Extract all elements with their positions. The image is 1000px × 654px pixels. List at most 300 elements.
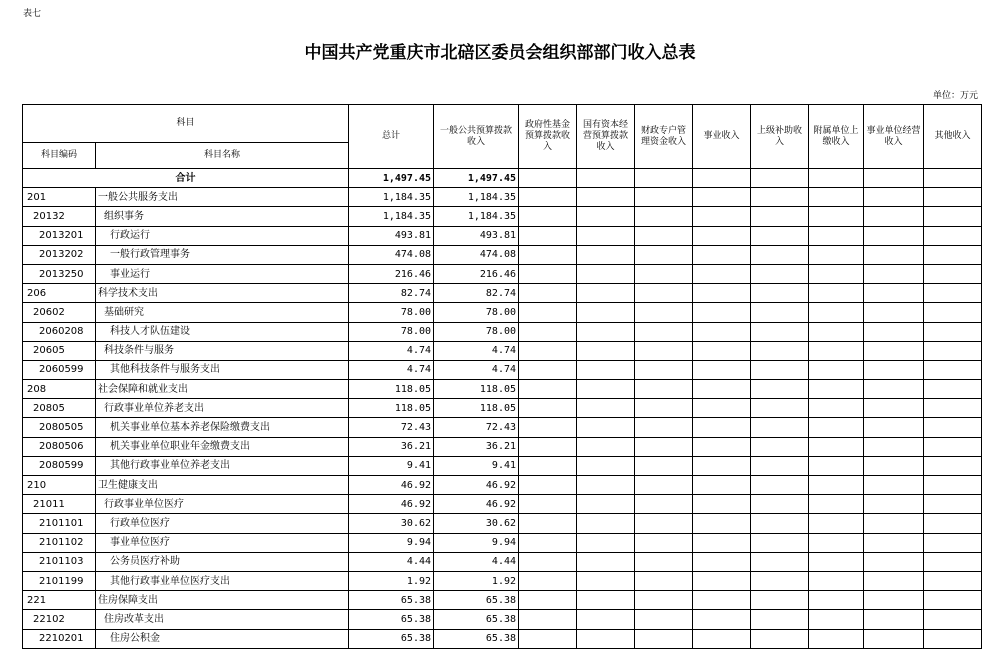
empty-cell [693, 264, 751, 283]
empty-cell [809, 245, 864, 264]
empty-cell [924, 476, 982, 495]
empty-cell [924, 629, 982, 648]
empty-cell [577, 610, 635, 629]
empty-cell [864, 188, 924, 207]
row-code: 2101102 [23, 533, 96, 552]
empty-cell [751, 399, 809, 418]
row-general-budget: 493.81 [434, 226, 519, 245]
empty-cell [864, 418, 924, 437]
empty-cell [519, 456, 577, 475]
empty-cell [924, 399, 982, 418]
empty-cell [519, 495, 577, 514]
empty-cell [577, 207, 635, 226]
empty-cell [635, 476, 693, 495]
empty-cell [924, 533, 982, 552]
table-row [23, 437, 982, 456]
table-row [23, 284, 982, 303]
empty-cell [577, 341, 635, 360]
empty-cell [924, 264, 982, 283]
row-general-budget: 1.92 [434, 571, 519, 590]
empty-cell [751, 591, 809, 610]
row-total: 72.43 [349, 418, 434, 437]
empty-cell [635, 629, 693, 648]
row-total: 65.38 [349, 610, 434, 629]
table-row [23, 456, 982, 475]
empty-cell [864, 533, 924, 552]
table-row [23, 610, 982, 629]
empty-cell [693, 399, 751, 418]
empty-cell [924, 610, 982, 629]
empty-cell [924, 226, 982, 245]
empty-cell [809, 303, 864, 322]
total-general-budget: 1,497.45 [434, 169, 519, 188]
empty-cell [809, 610, 864, 629]
row-code: 22102 [23, 610, 96, 629]
empty-cell [635, 456, 693, 475]
row-code: 21011 [23, 495, 96, 514]
empty-cell [577, 552, 635, 571]
empty-cell [693, 476, 751, 495]
row-general-budget: 82.74 [434, 284, 519, 303]
empty-cell [864, 207, 924, 226]
empty-cell [809, 514, 864, 533]
empty-cell [693, 226, 751, 245]
empty-cell [635, 552, 693, 571]
empty-cell [809, 476, 864, 495]
empty-cell [577, 188, 635, 207]
table-number-label: 表七 [23, 9, 42, 19]
empty-cell [924, 514, 982, 533]
row-name: 机关事业单位基本养老保险缴费支出 [96, 418, 349, 437]
empty-cell [519, 322, 577, 341]
empty-cell [751, 207, 809, 226]
empty-cell [635, 437, 693, 456]
empty-cell [751, 476, 809, 495]
empty-cell [809, 226, 864, 245]
empty-cell [577, 380, 635, 399]
empty-cell [864, 245, 924, 264]
empty-cell [924, 245, 982, 264]
empty-cell [924, 571, 982, 590]
empty-cell [751, 610, 809, 629]
empty-cell [635, 591, 693, 610]
empty-cell [635, 188, 693, 207]
row-general-budget: 1,184.35 [434, 188, 519, 207]
empty-cell [924, 591, 982, 610]
total-label: 合计 [23, 169, 349, 188]
empty-cell [809, 322, 864, 341]
empty-cell [519, 533, 577, 552]
empty-cell [577, 591, 635, 610]
empty-cell [751, 456, 809, 475]
empty-cell [635, 571, 693, 590]
row-name: 行政事业单位养老支出 [96, 399, 349, 418]
header-name: 科目名称 [96, 143, 349, 169]
table-row [23, 571, 982, 590]
empty-cell [635, 360, 693, 379]
empty-cell [693, 552, 751, 571]
row-general-budget: 65.38 [434, 629, 519, 648]
row-total: 78.00 [349, 303, 434, 322]
empty-cell [864, 360, 924, 379]
empty-cell [809, 456, 864, 475]
empty-cell [519, 437, 577, 456]
empty-cell [693, 514, 751, 533]
row-total: 65.38 [349, 591, 434, 610]
empty-cell [635, 303, 693, 322]
row-general-budget: 9.94 [434, 533, 519, 552]
empty-cell [519, 514, 577, 533]
empty-cell [577, 303, 635, 322]
row-general-budget: 474.08 [434, 245, 519, 264]
row-total: 1,184.35 [349, 188, 434, 207]
row-name: 组织事务 [96, 207, 349, 226]
empty-cell [924, 456, 982, 475]
row-name: 一般行政管理事务 [96, 245, 349, 264]
header-general-budget: 一般公共预算拨款收入 [434, 105, 519, 169]
empty-cell [693, 380, 751, 399]
empty-cell [751, 552, 809, 571]
empty-cell [864, 264, 924, 283]
empty-cell [635, 399, 693, 418]
empty-cell [693, 188, 751, 207]
row-code: 2080506 [23, 437, 96, 456]
row-general-budget: 4.44 [434, 552, 519, 571]
empty-cell [519, 284, 577, 303]
table-row [23, 264, 982, 283]
empty-cell [577, 629, 635, 648]
empty-cell [577, 418, 635, 437]
empty-cell [864, 380, 924, 399]
row-code: 206 [23, 284, 96, 303]
empty-cell [924, 207, 982, 226]
empty-cell [751, 437, 809, 456]
row-total: 1.92 [349, 571, 434, 590]
empty-cell [519, 264, 577, 283]
row-name: 事业运行 [96, 264, 349, 283]
empty-cell [693, 418, 751, 437]
table-row [23, 380, 982, 399]
empty-cell [519, 303, 577, 322]
empty-cell [751, 303, 809, 322]
header-subject: 科目 [23, 105, 349, 143]
empty-cell [635, 533, 693, 552]
row-code: 221 [23, 591, 96, 610]
row-total: 36.21 [349, 437, 434, 456]
row-general-budget: 46.92 [434, 476, 519, 495]
empty-cell [577, 456, 635, 475]
empty-cell [577, 360, 635, 379]
header-operating: 事业单位经营收入 [864, 105, 924, 169]
empty-cell [924, 188, 982, 207]
table-row [23, 207, 982, 226]
empty-cell [635, 284, 693, 303]
row-total: 65.38 [349, 629, 434, 648]
empty-cell [751, 264, 809, 283]
empty-cell [809, 380, 864, 399]
row-total: 118.05 [349, 399, 434, 418]
empty-cell [809, 418, 864, 437]
empty-cell [809, 533, 864, 552]
row-code: 201 [23, 188, 96, 207]
row-general-budget: 36.21 [434, 437, 519, 456]
table-row [23, 360, 982, 379]
empty-cell [519, 341, 577, 360]
empty-cell [577, 245, 635, 264]
row-code: 208 [23, 380, 96, 399]
row-code: 2013201 [23, 226, 96, 245]
row-general-budget: 65.38 [434, 610, 519, 629]
empty-cell [924, 495, 982, 514]
empty-cell [864, 552, 924, 571]
header-other: 其他收入 [924, 105, 982, 169]
empty-cell [924, 418, 982, 437]
row-general-budget: 4.74 [434, 341, 519, 360]
empty-cell [577, 495, 635, 514]
row-total: 78.00 [349, 322, 434, 341]
row-total: 1,184.35 [349, 207, 434, 226]
empty-cell [864, 341, 924, 360]
table-row [23, 552, 982, 571]
empty-cell [751, 380, 809, 399]
empty-cell [519, 380, 577, 399]
row-name: 住房公积金 [96, 629, 349, 648]
empty-cell [519, 418, 577, 437]
empty-cell [693, 322, 751, 341]
empty-cell [635, 495, 693, 514]
empty-cell [635, 226, 693, 245]
empty-cell [577, 476, 635, 495]
row-general-budget: 1,184.35 [434, 207, 519, 226]
row-total: 46.92 [349, 495, 434, 514]
row-general-budget: 9.41 [434, 456, 519, 475]
empty-cell [864, 629, 924, 648]
empty-cell [924, 284, 982, 303]
empty-cell [519, 571, 577, 590]
table-row [23, 303, 982, 322]
empty-cell [577, 284, 635, 303]
table-row [23, 245, 982, 264]
row-general-budget: 78.00 [434, 322, 519, 341]
row-code: 2080505 [23, 418, 96, 437]
empty-cell [751, 418, 809, 437]
page-title: 中国共产党重庆市北碚区委员会组织部部门收入总表 [304, 43, 696, 63]
row-code: 2101103 [23, 552, 96, 571]
empty-cell [864, 476, 924, 495]
row-name: 一般公共服务支出 [96, 188, 349, 207]
empty-cell [635, 207, 693, 226]
empty-cell [519, 591, 577, 610]
row-name: 行政事业单位医疗 [96, 495, 349, 514]
empty-cell [519, 245, 577, 264]
empty-cell [809, 552, 864, 571]
header-affiliated: 附属单位上缴收入 [809, 105, 864, 169]
table-row [23, 341, 982, 360]
empty-cell [519, 629, 577, 648]
empty-cell [751, 341, 809, 360]
row-code: 2101199 [23, 571, 96, 590]
empty-cell [635, 322, 693, 341]
empty-cell [864, 322, 924, 341]
row-total: 493.81 [349, 226, 434, 245]
row-name: 社会保障和就业支出 [96, 380, 349, 399]
row-general-budget: 78.00 [434, 303, 519, 322]
empty-cell [577, 437, 635, 456]
row-general-budget: 65.38 [434, 591, 519, 610]
empty-cell [809, 399, 864, 418]
empty-cell [635, 418, 693, 437]
empty-cell [864, 437, 924, 456]
empty-cell [751, 360, 809, 379]
row-total: 4.74 [349, 341, 434, 360]
table-row [23, 514, 982, 533]
empty-cell [693, 533, 751, 552]
row-general-budget: 72.43 [434, 418, 519, 437]
row-total: 46.92 [349, 476, 434, 495]
empty-cell [693, 437, 751, 456]
empty-cell [751, 571, 809, 590]
empty-cell [693, 303, 751, 322]
empty-cell [809, 437, 864, 456]
empty-cell [577, 514, 635, 533]
empty-cell [751, 495, 809, 514]
row-general-budget: 4.74 [434, 360, 519, 379]
empty-cell [751, 226, 809, 245]
row-code: 210 [23, 476, 96, 495]
empty-cell [924, 303, 982, 322]
empty-cell [924, 360, 982, 379]
empty-cell [751, 322, 809, 341]
unit-label: 单位：万元 [932, 91, 978, 101]
empty-cell [924, 437, 982, 456]
row-name: 事业单位医疗 [96, 533, 349, 552]
table-row [23, 399, 982, 418]
empty-cell [809, 188, 864, 207]
empty-cell [635, 264, 693, 283]
header-fiscal-special: 财政专户管理资金收入 [635, 105, 693, 169]
row-name: 行政运行 [96, 226, 349, 245]
empty-cell [751, 629, 809, 648]
row-general-budget: 118.05 [434, 399, 519, 418]
row-name: 住房改革支出 [96, 610, 349, 629]
row-name: 机关事业单位职业年金缴费支出 [96, 437, 349, 456]
empty-cell [693, 360, 751, 379]
empty-cell [864, 303, 924, 322]
empty-cell [751, 245, 809, 264]
table-row [23, 226, 982, 245]
empty-cell [519, 610, 577, 629]
empty-cell [864, 571, 924, 590]
row-total: 30.62 [349, 514, 434, 533]
empty-cell [809, 341, 864, 360]
empty-cell [809, 571, 864, 590]
row-general-budget: 30.62 [434, 514, 519, 533]
total-amount: 1,497.45 [349, 169, 434, 188]
row-code: 20605 [23, 341, 96, 360]
table-row [23, 418, 982, 437]
row-code: 2013250 [23, 264, 96, 283]
row-name: 基础研究 [96, 303, 349, 322]
empty-cell [693, 341, 751, 360]
row-name: 其他行政事业单位养老支出 [96, 456, 349, 475]
total-row [23, 169, 982, 188]
row-code: 2013202 [23, 245, 96, 264]
table-row [23, 591, 982, 610]
empty-cell [519, 552, 577, 571]
empty-cell [693, 284, 751, 303]
row-total: 216.46 [349, 264, 434, 283]
row-code: 2060599 [23, 360, 96, 379]
empty-cell [924, 341, 982, 360]
row-code: 2210201 [23, 629, 96, 648]
row-code: 20132 [23, 207, 96, 226]
empty-cell [519, 360, 577, 379]
row-general-budget: 216.46 [434, 264, 519, 283]
empty-cell [635, 514, 693, 533]
empty-cell [924, 552, 982, 571]
row-code: 2080599 [23, 456, 96, 475]
header-gov-fund: 政府性基金预算拨款收入 [519, 105, 577, 169]
row-name: 公务员医疗补助 [96, 552, 349, 571]
empty-cell [864, 399, 924, 418]
empty-cell [693, 629, 751, 648]
empty-cell [864, 514, 924, 533]
empty-cell [693, 245, 751, 264]
row-name: 科技条件与服务 [96, 341, 349, 360]
empty-cell [751, 514, 809, 533]
header-superior-subsidy: 上级补助收入 [751, 105, 809, 169]
row-name: 其他科技条件与服务支出 [96, 360, 349, 379]
header-total: 总计 [349, 105, 434, 169]
empty-cell [864, 591, 924, 610]
empty-cell [751, 188, 809, 207]
empty-cell [635, 245, 693, 264]
empty-cell [577, 571, 635, 590]
table-row [23, 476, 982, 495]
empty-cell [693, 591, 751, 610]
row-name: 住房保障支出 [96, 591, 349, 610]
empty-cell [519, 207, 577, 226]
empty-cell [864, 495, 924, 514]
empty-cell [635, 610, 693, 629]
table-row [23, 629, 982, 648]
empty-cell [751, 533, 809, 552]
row-general-budget: 46.92 [434, 495, 519, 514]
empty-cell [809, 207, 864, 226]
row-code: 2101101 [23, 514, 96, 533]
empty-cell [577, 533, 635, 552]
empty-cell [864, 456, 924, 475]
row-name: 科学技术支出 [96, 284, 349, 303]
empty-cell [809, 360, 864, 379]
empty-cell [577, 322, 635, 341]
empty-cell [924, 322, 982, 341]
row-code: 20805 [23, 399, 96, 418]
row-name: 卫生健康支出 [96, 476, 349, 495]
empty-cell [864, 226, 924, 245]
empty-cell [693, 571, 751, 590]
row-code: 20602 [23, 303, 96, 322]
empty-cell [577, 226, 635, 245]
empty-cell [693, 610, 751, 629]
row-total: 4.44 [349, 552, 434, 571]
row-name: 科技人才队伍建设 [96, 322, 349, 341]
row-general-budget: 118.05 [434, 380, 519, 399]
empty-cell [809, 264, 864, 283]
row-total: 9.41 [349, 456, 434, 475]
header-state-capital: 国有资本经营预算拨款收入 [577, 105, 635, 169]
empty-cell [519, 188, 577, 207]
